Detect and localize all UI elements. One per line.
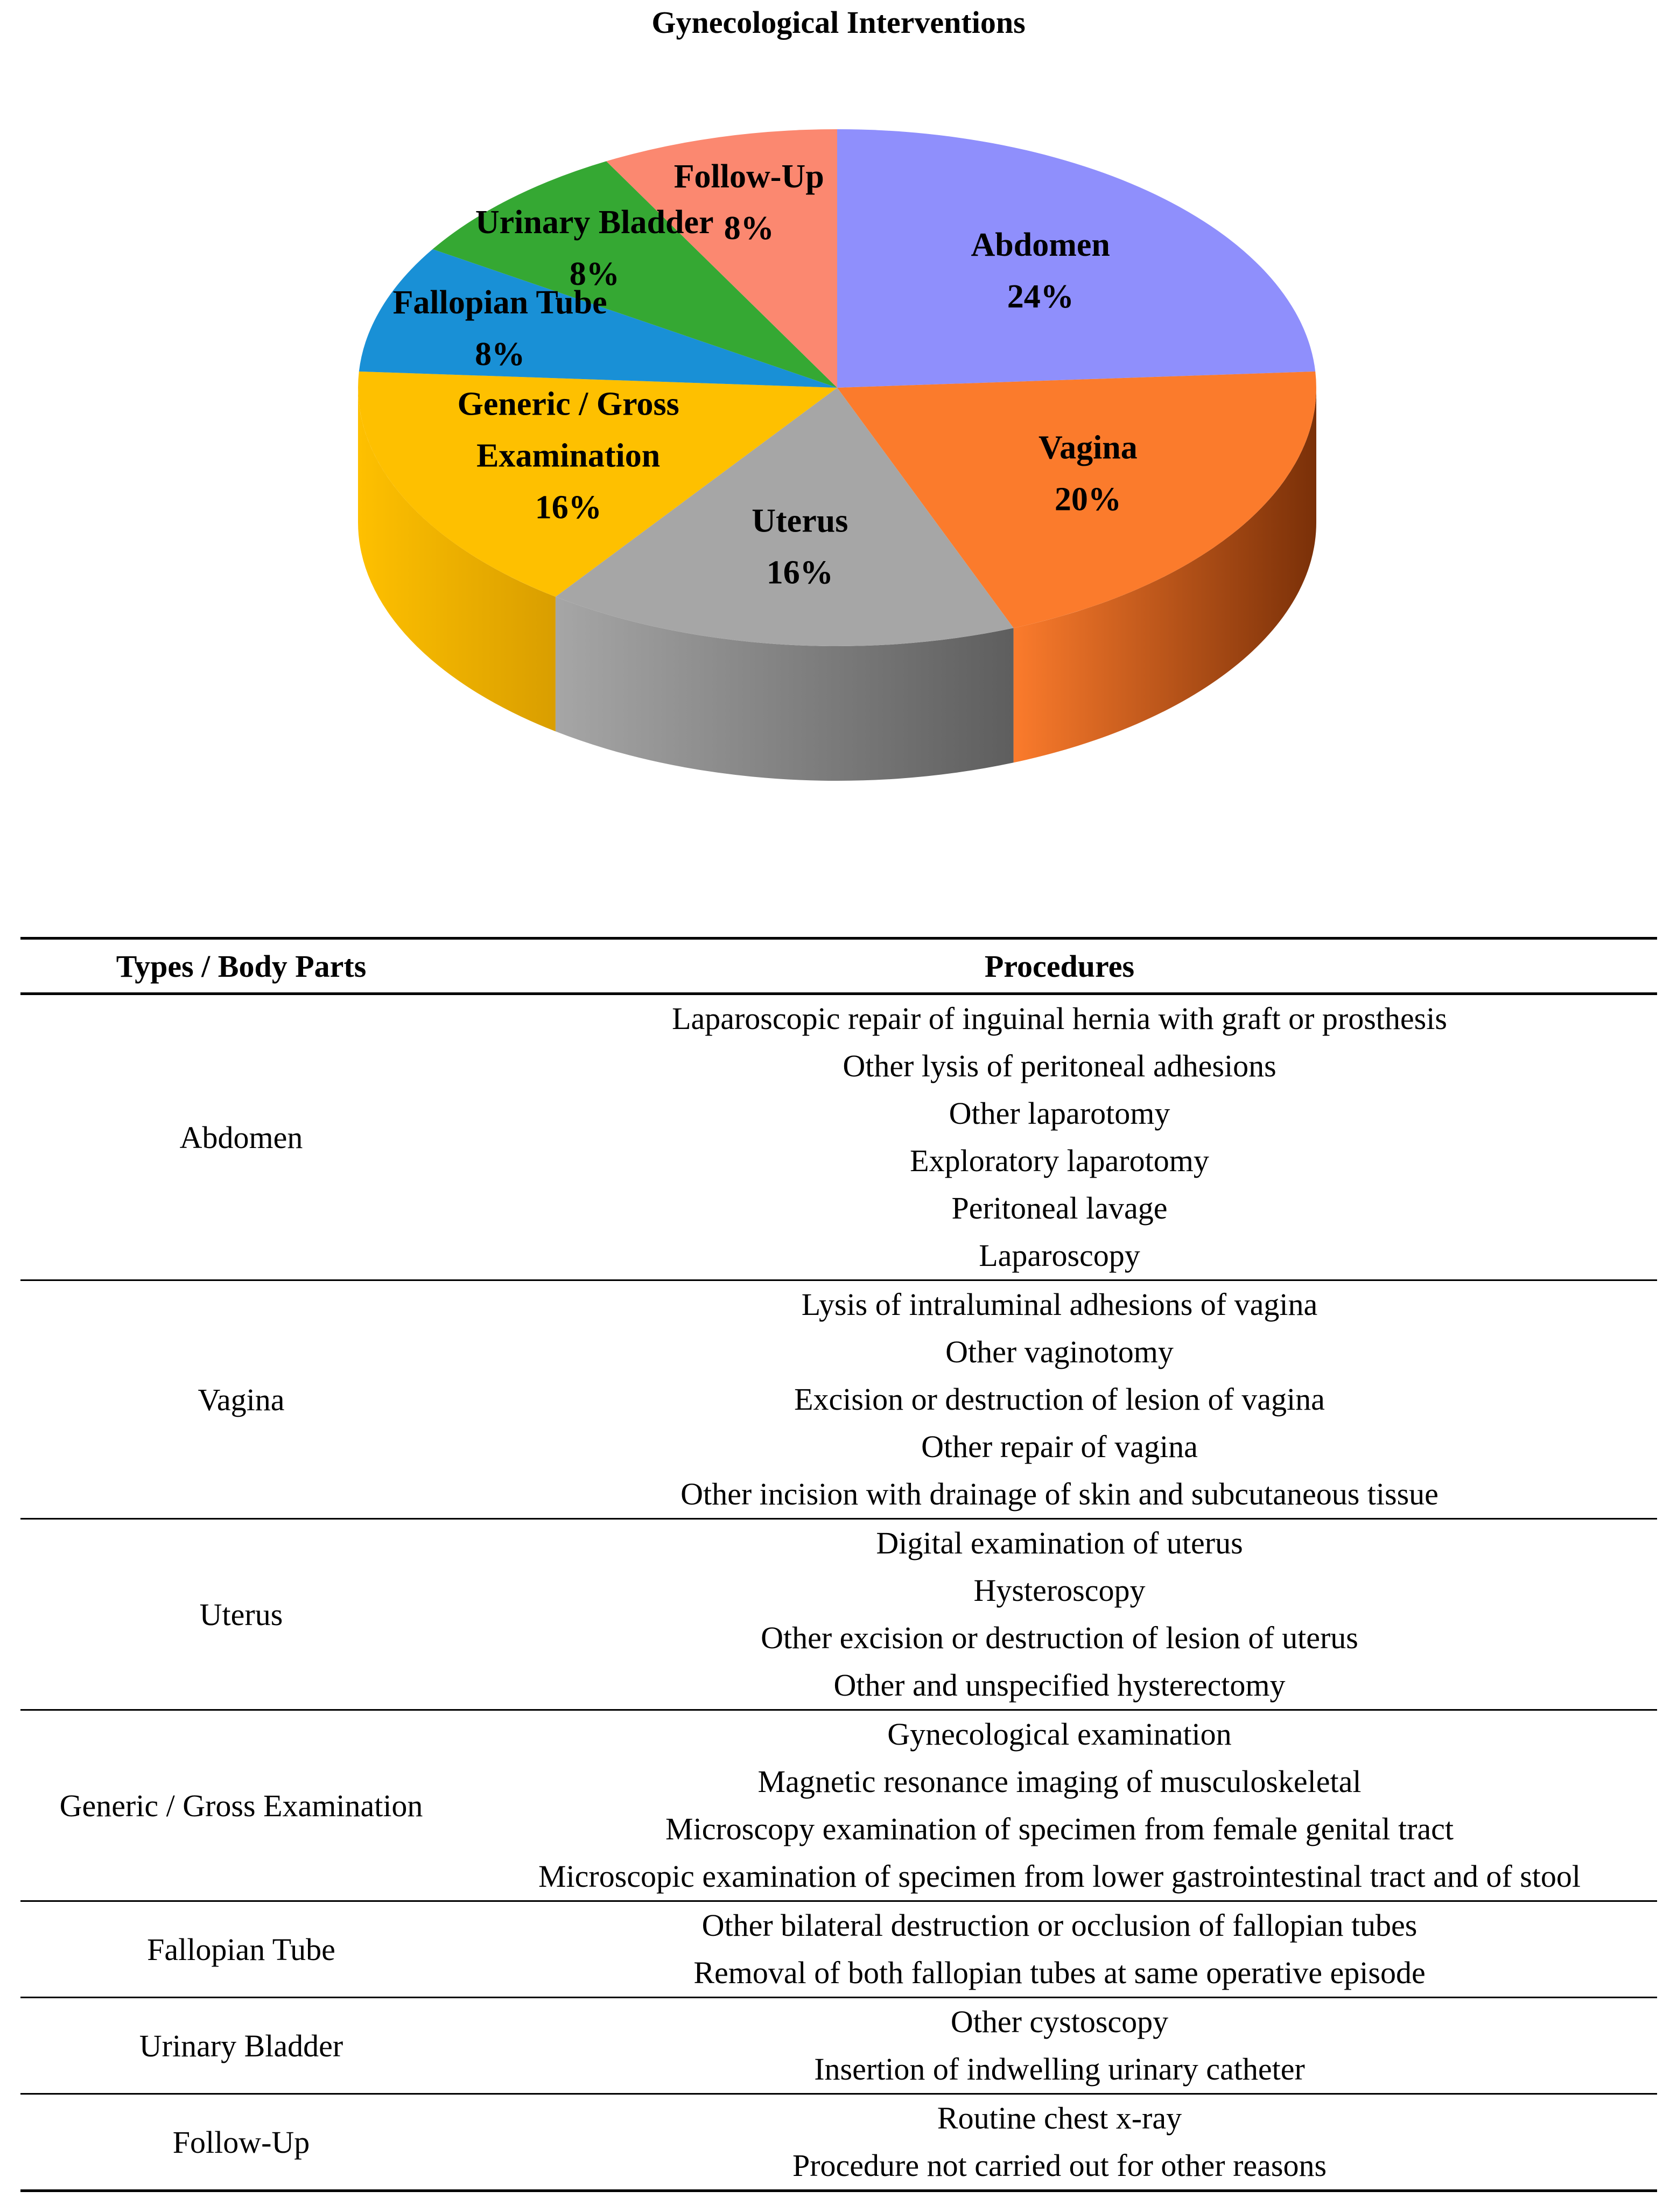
table-row bbox=[20, 1998, 1657, 2094]
procedure-item: Digital examination of uterus bbox=[876, 1525, 1243, 1560]
procedure-item: Other vaginotomy bbox=[945, 1334, 1174, 1369]
table-row bbox=[20, 1519, 1657, 1710]
procedure-item: Routine chest x-ray bbox=[937, 2101, 1182, 2136]
procedure-item: Other lysis of peritoneal adhesions bbox=[843, 1048, 1276, 1083]
header-procedures: Procedures bbox=[984, 948, 1135, 984]
procedure-item: Removal of both fallopian tubes at same operative episode bbox=[693, 1955, 1426, 1990]
slice-name: Examination bbox=[476, 437, 661, 474]
procedure-item: Laparoscopy bbox=[979, 1238, 1140, 1273]
procedure-item: Hysteroscopy bbox=[973, 1573, 1146, 1608]
procedure-item: Microscopy examination of specimen from female genital tract bbox=[665, 1811, 1454, 1846]
row-type-cell: Generic / Gross Examination bbox=[59, 1788, 423, 1823]
table-row bbox=[20, 994, 1657, 1280]
procedure-item: Lysis of intraluminal adhesions of vagina bbox=[801, 1287, 1318, 1322]
slice-percent: 20% bbox=[1054, 481, 1121, 518]
procedure-item: Laparoscopic repair of inguinal hernia with graft or prosthesis bbox=[672, 1001, 1447, 1036]
slice-percent: 16% bbox=[535, 489, 602, 526]
table-header-row bbox=[20, 939, 1657, 994]
slice-name: Uterus bbox=[752, 502, 848, 540]
slice-percent: 8% bbox=[475, 336, 525, 373]
procedures-table bbox=[20, 937, 1657, 2192]
row-type-cell: Urinary Bladder bbox=[139, 2028, 343, 2063]
table-row bbox=[20, 2094, 1657, 2191]
row-type-cell: Abdomen bbox=[179, 1119, 303, 1155]
procedure-item: Peritoneal lavage bbox=[951, 1191, 1168, 1226]
slice-name: Fallopian Tube bbox=[392, 284, 607, 321]
slice-name: Urinary Bladder bbox=[475, 204, 714, 241]
slice-name: Follow-Up bbox=[673, 158, 824, 195]
procedure-item: Other repair of vagina bbox=[921, 1429, 1198, 1464]
row-procedures-cell bbox=[462, 2094, 1657, 2191]
row-procedures-cell bbox=[462, 1998, 1657, 2094]
procedure-item: Other incision with drainage of skin and subcutaneous tissue bbox=[680, 1476, 1439, 1511]
slice-percent: 8% bbox=[724, 210, 774, 247]
table-row bbox=[20, 1901, 1657, 1998]
chart-title: Gynecological Interventions bbox=[651, 5, 1026, 40]
header-types: Types / Body Parts bbox=[116, 948, 367, 984]
slice-percent: 24% bbox=[1007, 278, 1074, 316]
procedure-item: Other cystoscopy bbox=[950, 2004, 1169, 2039]
slice-name: Generic / Gross bbox=[457, 386, 679, 423]
procedure-item: Other excision or destruction of lesion of uterus bbox=[761, 1620, 1358, 1655]
table-row bbox=[20, 1280, 1657, 1519]
pie-chart bbox=[0, 0, 1677, 883]
procedure-item: Other bilateral destruction or occlusion of fallopian tubes bbox=[701, 1908, 1418, 1943]
row-procedures-cell bbox=[462, 1901, 1657, 1998]
row-procedures-cell bbox=[462, 1519, 1657, 1710]
row-procedures-cell bbox=[462, 1280, 1657, 1519]
procedure-item: Other and unspecified hysterectomy bbox=[833, 1668, 1286, 1703]
slice-percent: 8% bbox=[569, 256, 620, 293]
procedure-item: Microscopic examination of specimen from lower gastrointestinal tract and of stool bbox=[538, 1859, 1581, 1894]
row-procedures-cell bbox=[462, 1710, 1657, 1901]
procedure-item: Procedure not carried out for other reasons bbox=[792, 2148, 1327, 2183]
row-procedures-cell bbox=[462, 994, 1657, 1280]
row-type-cell: Fallopian Tube bbox=[147, 1931, 335, 1967]
slice-percent: 16% bbox=[766, 554, 833, 591]
row-type-cell: Uterus bbox=[199, 1597, 283, 1632]
procedure-item: Exploratory laparotomy bbox=[910, 1143, 1209, 1178]
procedure-item: Excision or destruction of lesion of vagina bbox=[794, 1382, 1325, 1417]
procedure-item: Gynecological examination bbox=[887, 1717, 1232, 1752]
table-body bbox=[20, 994, 1657, 2191]
procedure-item: Magnetic resonance imaging of musculoskeletal bbox=[757, 1764, 1362, 1799]
procedure-item: Other laparotomy bbox=[949, 1096, 1170, 1131]
row-type-cell: Vagina bbox=[198, 1382, 285, 1417]
slice-name: Abdomen bbox=[971, 227, 1110, 264]
slice-name: Vagina bbox=[1039, 429, 1138, 466]
row-type-cell: Follow-Up bbox=[172, 2124, 310, 2160]
procedure-item: Insertion of indwelling urinary catheter bbox=[814, 2052, 1305, 2087]
table-row bbox=[20, 1710, 1657, 1901]
